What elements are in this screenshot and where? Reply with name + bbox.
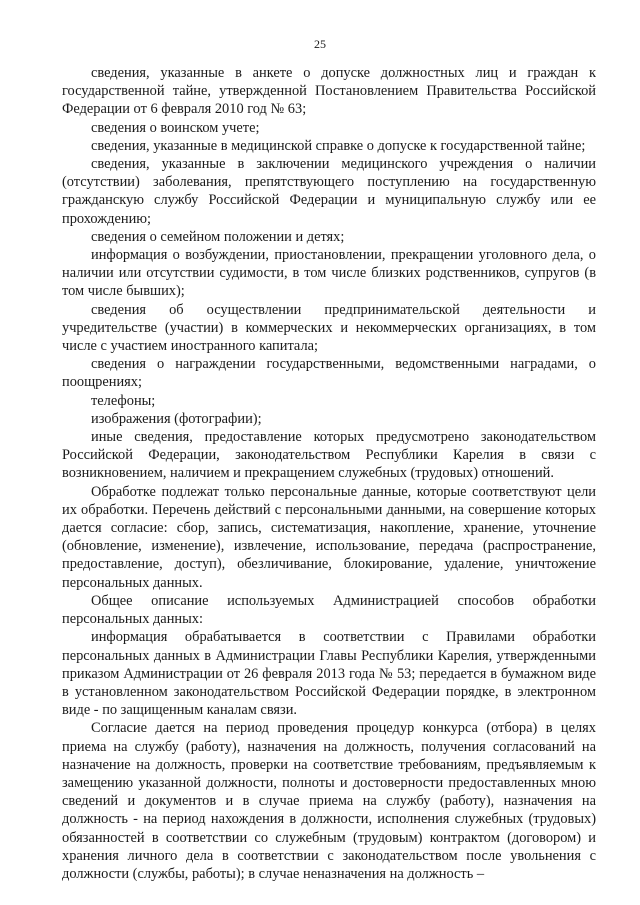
paragraph: сведения об осуществлении предпринимательской деятельности и учредительстве (участии) в коммерческих и некоммерческих организациях, в том числе с участием иностранного капитала; (62, 301, 596, 355)
paragraph: Обработке подлежат только персональные данные, которые соответствуют цели их обработки. Перечень действий с персональными данными, на совершение которых дается согласие: сбор, запись, систематизация, накопление, хранение, уточнение (обновление, изменение), извлечение, использование, передача (распространение, предоставление, доступ), обезличивание, блокирование, удаление, уничтожение персональных данных. (62, 483, 596, 591)
paragraph: информация о возбуждении, приостановлении, прекращении уголовного дела, о наличии или отсутствии судимости, в том числе близких родственников, супругов (в том числе бывших); (62, 247, 596, 300)
paragraph: иные сведения, предоставление которых предусмотрено законодательством Российской Федерации, законодательством Республики Карелия в связи с возникновением, наличием и прекращением служебных (трудовых) отношений. (62, 429, 596, 482)
paragraph: сведения о воинском учете; (91, 119, 260, 136)
paragraph: телефоны; (91, 392, 156, 409)
page-number: 25 (314, 37, 326, 51)
paragraph: сведения о награждении государственными, ведомственными наградами, о поощрениях; (62, 356, 596, 391)
document-body (62, 64, 596, 883)
paragraph: Общее описание используемых Администрацией способов обработки персональных данных: (62, 592, 596, 628)
paragraph: сведения, указанные в медицинской справке о допуске к государственной тайне; (91, 137, 586, 154)
paragraph: сведения, указанные в заключении медицинского учреждения о наличии (отсутствии) заболевания, препятствующего поступлению на государственную гражданскую службу Российской Федерации и муниципальную службу или ее прохождению; (62, 156, 596, 227)
paragraph: сведения, указанные в анкете о допуске должностных лиц и граждан к государственной тайне, утвержденной Постановлением Правительства Российской Федерации от 6 февраля 2010 год № 63; (62, 65, 596, 118)
paragraph: информация обрабатывается в соответствии с Правилами обработки персональных данных в Администрации Главы Республики Карелия, утвержденными приказом Администрации от 26 февраля 2013 года № 53; передается в бумажном виде в установленном законодательством Российской Федерации порядке, в электронном виде - по защищенным каналам связи. (62, 629, 596, 719)
paragraph: изображения (фотографии); (91, 410, 262, 427)
paragraph: Согласие дается на период проведения процедур конкурса (отбора) в целях приема на службу (работу), назначения на должность, получения согласований на назначение на должность, проверки на соответствие требованиям, предъявляемым к замещению указанной должности, полноты и достоверности предоставленных мною сведений и документов и в случае приема на службу (работу), назначения на должность - на период нахождения в должности, исполнения служебных (трудовых) обязанностей в соответствии со служебным (трудовым) контрактом (договором) и хранения личного дела в соответствии с законодательством после увольнения с должности (службы, работы); в случае неназначения на должность – (62, 720, 596, 882)
paragraph: сведения о семейном положении и детях; (91, 228, 345, 245)
